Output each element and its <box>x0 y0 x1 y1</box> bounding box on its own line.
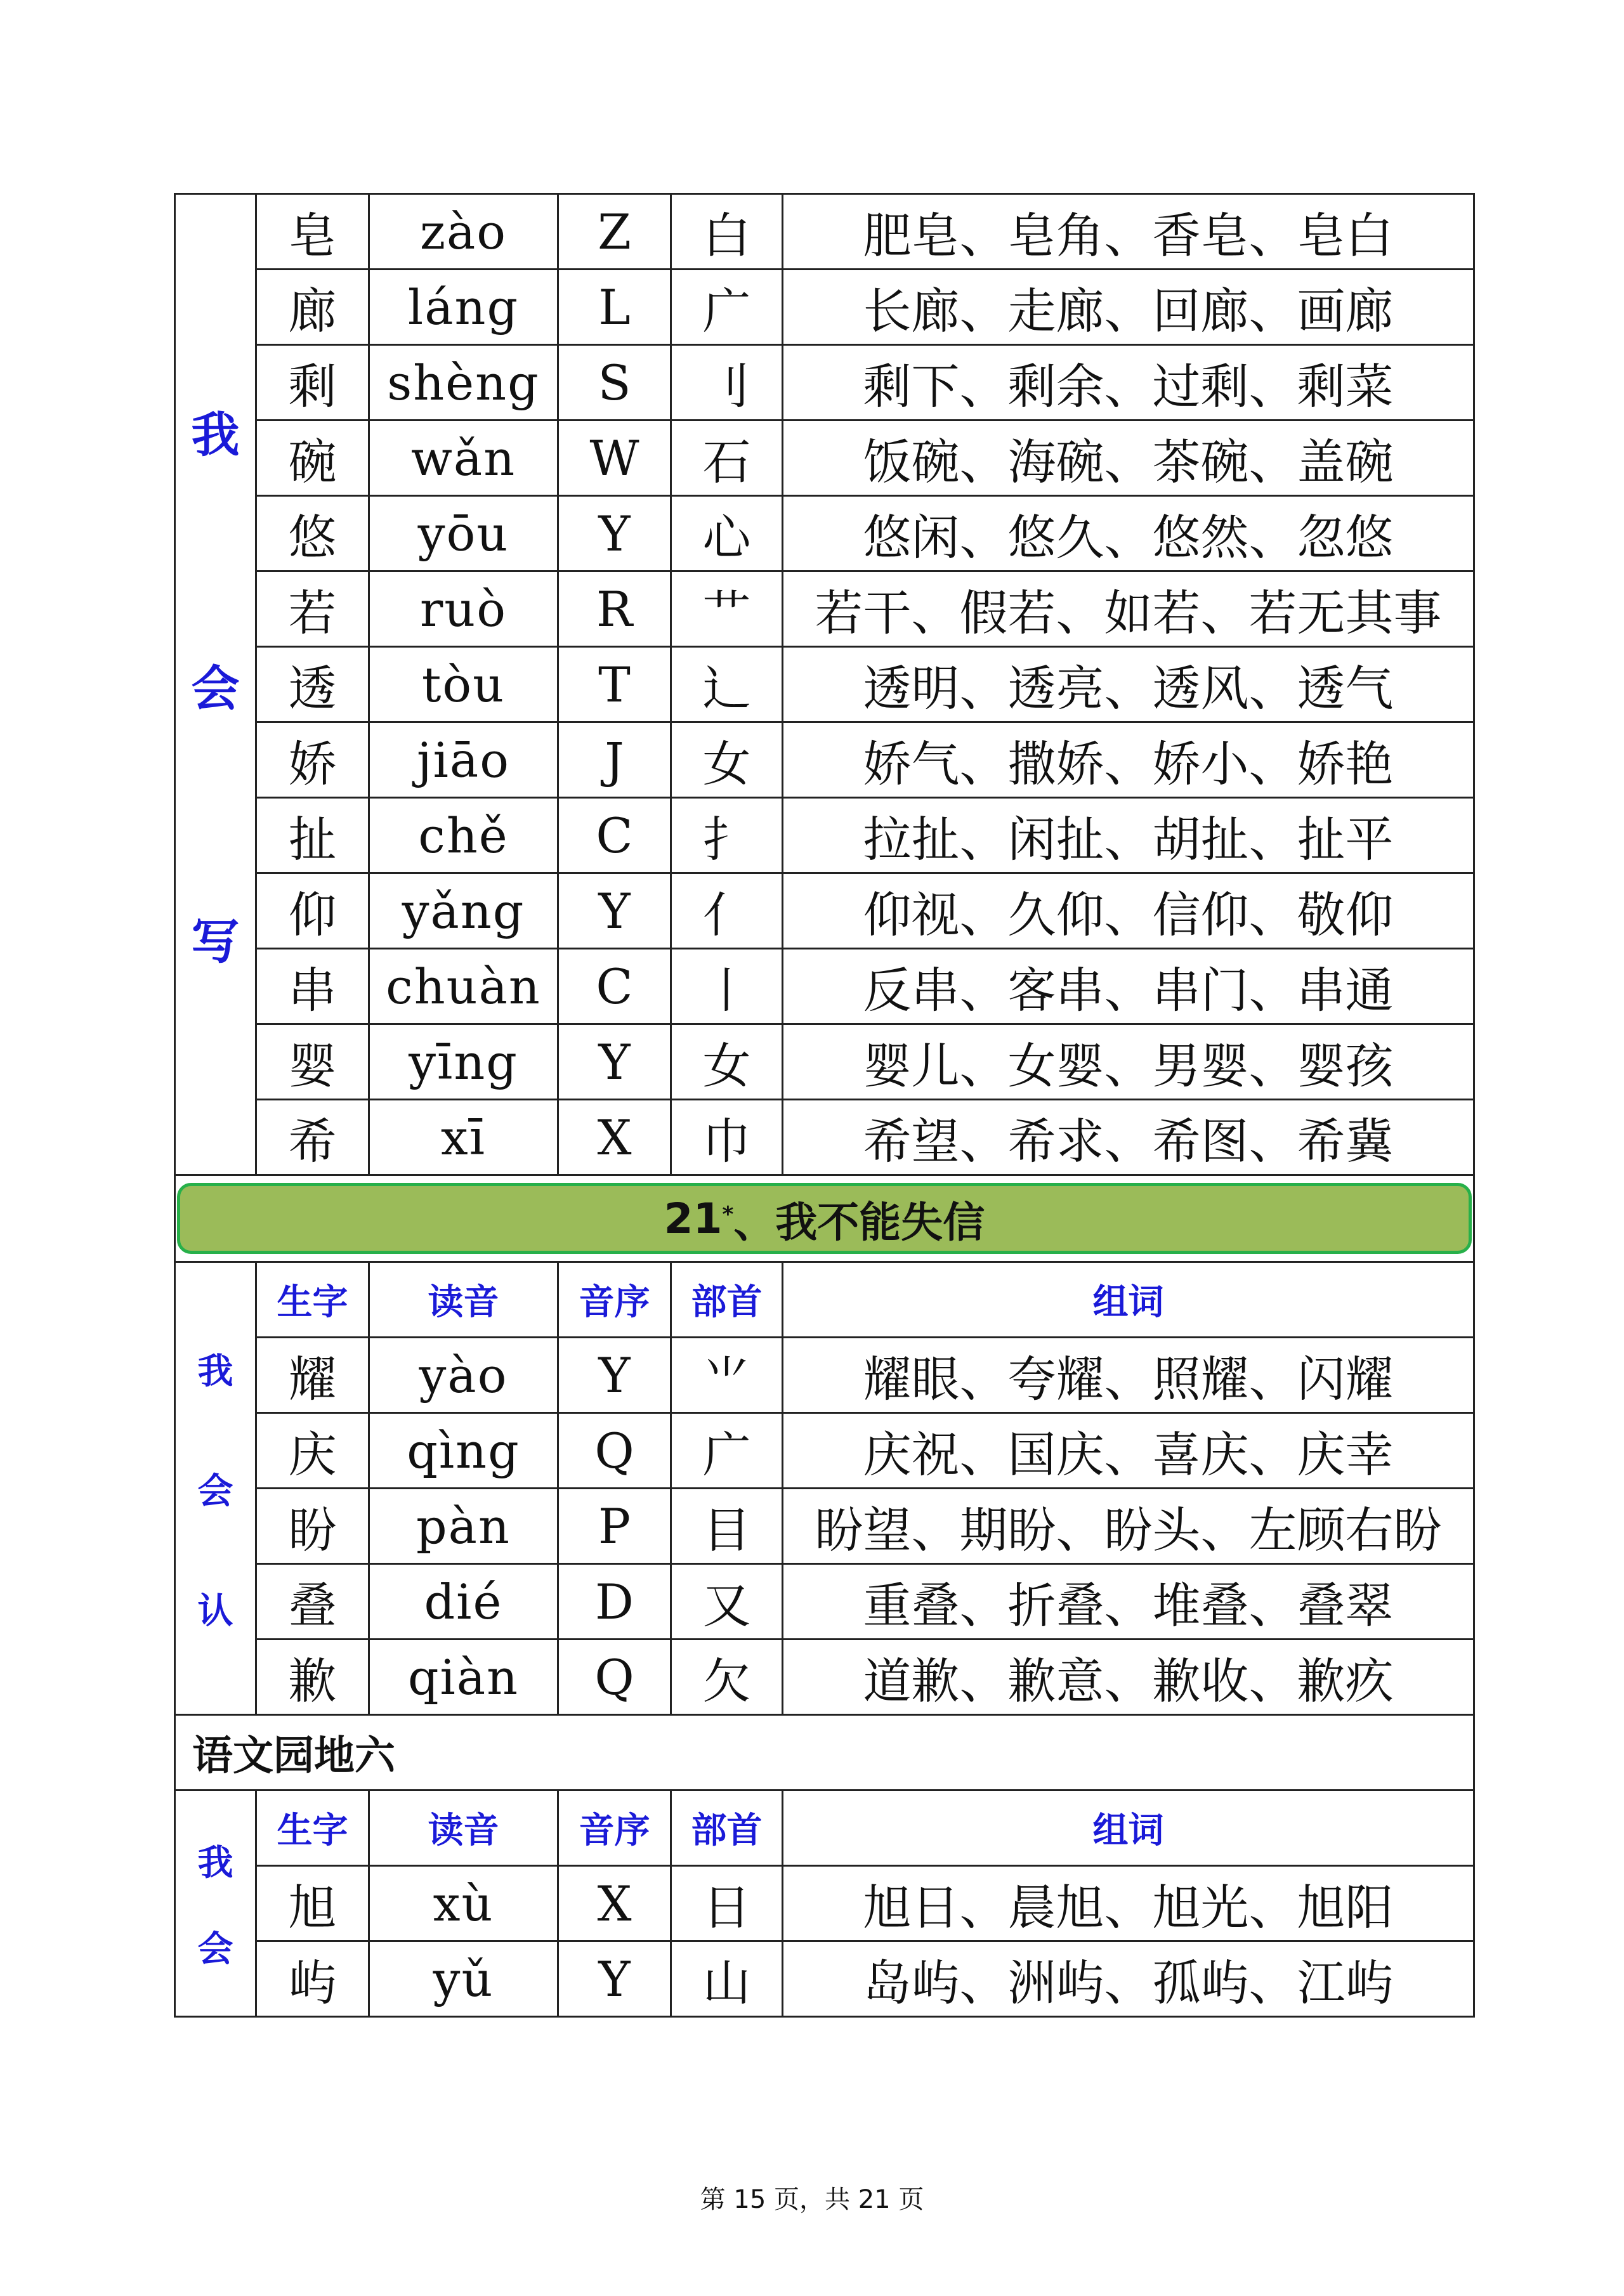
header-radical: 部首 <box>671 1262 783 1338</box>
table-row <box>175 345 1474 421</box>
radical-cell: 女 <box>671 722 783 798</box>
lesson-mark: * <box>722 1202 734 1227</box>
pinyin-cell: shèng <box>369 345 558 421</box>
pinyin-cell: xī <box>369 1100 558 1175</box>
section-title-row <box>175 1715 1474 1790</box>
letter-order-cell: Y <box>558 1941 671 2017</box>
word-group-cell: 仰视、久仰、信仰、敬仰 <box>783 873 1474 949</box>
radical-cell: 亻 <box>671 873 783 949</box>
table-row <box>175 1489 1474 1564</box>
letter-order-cell: L <box>558 270 671 345</box>
radical-cell: ⺌ <box>671 1338 783 1413</box>
character-cell: 仰 <box>256 873 369 949</box>
radical-cell: 又 <box>671 1564 783 1640</box>
pinyin-cell: dié <box>369 1564 558 1640</box>
character-cell: 皂 <box>256 194 369 270</box>
table-row <box>175 1100 1474 1175</box>
character-cell: 若 <box>256 571 369 647</box>
letter-order-cell: W <box>558 421 671 496</box>
lesson-title-banner <box>177 1183 1472 1254</box>
side-label-char: 我 <box>197 1843 233 1884</box>
pinyin-cell: chuàn <box>369 949 558 1024</box>
character-cell: 盼 <box>256 1489 369 1564</box>
character-cell: 叠 <box>256 1564 369 1640</box>
radical-cell: 山 <box>671 1941 783 2017</box>
header-pinyin: 读音 <box>369 1262 558 1338</box>
word-group-cell: 盼望、期盼、盼头、左顾右盼 <box>783 1489 1474 1564</box>
letter-order-cell: D <box>558 1564 671 1640</box>
letter-order-cell: C <box>558 798 671 873</box>
side-label-char: 会 <box>191 660 240 717</box>
header-words: 组词 <box>783 1262 1474 1338</box>
character-cell: 悠 <box>256 496 369 571</box>
word-group-cell: 岛屿、洲屿、孤屿、江屿 <box>783 1941 1474 2017</box>
table-row <box>175 1024 1474 1100</box>
table-row <box>175 1413 1474 1489</box>
side-label-char: 我 <box>197 1350 233 1392</box>
word-group-cell: 婴儿、女婴、男婴、婴孩 <box>783 1024 1474 1100</box>
letter-order-cell: P <box>558 1489 671 1564</box>
pinyin-cell: pàn <box>369 1489 558 1564</box>
word-group-cell: 反串、客串、串门、串通 <box>783 949 1474 1024</box>
pinyin-cell: zào <box>369 194 558 270</box>
side-label-char: 认 <box>197 1590 233 1632</box>
table-row <box>175 798 1474 873</box>
table-row <box>175 1338 1474 1413</box>
letter-order-cell: Y <box>558 1338 671 1413</box>
word-group-cell: 饭碗、海碗、茶碗、盖碗 <box>783 421 1474 496</box>
section-side-label <box>175 1790 256 2017</box>
section-side-label <box>175 194 256 1175</box>
letter-order-cell: Q <box>558 1640 671 1715</box>
radical-cell: 日 <box>671 1866 783 1941</box>
table-row <box>175 873 1474 949</box>
table-row <box>175 1941 1474 2017</box>
radical-cell: 白 <box>671 194 783 270</box>
pinyin-cell: láng <box>369 270 558 345</box>
section-side-label <box>175 1262 256 1715</box>
letter-order-cell: R <box>558 571 671 647</box>
table-row <box>175 647 1474 722</box>
lesson-banner-cell <box>175 1175 1474 1262</box>
header-row <box>175 1790 1474 1866</box>
word-group-cell: 拉扯、闲扯、胡扯、扯平 <box>783 798 1474 873</box>
pinyin-cell: ruò <box>369 571 558 647</box>
pinyin-cell: qiàn <box>369 1640 558 1715</box>
radical-cell: 刂 <box>671 345 783 421</box>
radical-cell: 广 <box>671 1413 783 1489</box>
table-row <box>175 571 1474 647</box>
pinyin-cell: yīng <box>369 1024 558 1100</box>
word-group-cell: 重叠、折叠、堆叠、叠翠 <box>783 1564 1474 1640</box>
radical-cell: 广 <box>671 270 783 345</box>
table-row <box>175 1564 1474 1640</box>
word-group-cell: 长廊、走廊、回廊、画廊 <box>783 270 1474 345</box>
character-cell: 希 <box>256 1100 369 1175</box>
pinyin-cell: yào <box>369 1338 558 1413</box>
letter-order-cell: Y <box>558 496 671 571</box>
header-order: 音序 <box>558 1790 671 1866</box>
vocabulary-table <box>174 193 1475 2018</box>
word-group-cell: 庆祝、国庆、喜庆、庆幸 <box>783 1413 1474 1489</box>
character-cell: 婴 <box>256 1024 369 1100</box>
word-group-cell: 旭日、晨旭、旭光、旭阳 <box>783 1866 1474 1941</box>
character-cell: 旭 <box>256 1866 369 1941</box>
table-row <box>175 496 1474 571</box>
header-pinyin: 读音 <box>369 1790 558 1866</box>
pinyin-cell: xù <box>369 1866 558 1941</box>
letter-order-cell: T <box>558 647 671 722</box>
table-row <box>175 722 1474 798</box>
character-cell: 歉 <box>256 1640 369 1715</box>
character-cell: 耀 <box>256 1338 369 1413</box>
pinyin-cell: jiāo <box>369 722 558 798</box>
word-group-cell: 悠闲、悠久、悠然、忽悠 <box>783 496 1474 571</box>
character-cell: 娇 <box>256 722 369 798</box>
word-group-cell: 剩下、剩余、过剩、剩菜 <box>783 345 1474 421</box>
character-cell: 廊 <box>256 270 369 345</box>
letter-order-cell: C <box>558 949 671 1024</box>
radical-cell: 扌 <box>671 798 783 873</box>
word-group-cell: 娇气、撒娇、娇小、娇艳 <box>783 722 1474 798</box>
pinyin-cell: yǎng <box>369 873 558 949</box>
header-radical: 部首 <box>671 1790 783 1866</box>
radical-cell: 石 <box>671 421 783 496</box>
pinyin-cell: yǔ <box>369 1941 558 2017</box>
word-group-cell: 道歉、歉意、歉收、歉疚 <box>783 1640 1474 1715</box>
header-row <box>175 1262 1474 1338</box>
table-row <box>175 421 1474 496</box>
lesson-title: 、我不能失信 <box>733 1197 985 1247</box>
letter-order-cell: Y <box>558 1024 671 1100</box>
radical-cell: 女 <box>671 1024 783 1100</box>
character-cell: 剩 <box>256 345 369 421</box>
table-row <box>175 270 1474 345</box>
pinyin-cell: yōu <box>369 496 558 571</box>
letter-order-cell: S <box>558 345 671 421</box>
word-group-cell: 透明、透亮、透风、透气 <box>783 647 1474 722</box>
table-row <box>175 1866 1474 1941</box>
radical-cell: 丨 <box>671 949 783 1024</box>
header-char: 生字 <box>256 1262 369 1338</box>
word-group-cell: 若干、假若、如若、若无其事 <box>783 571 1474 647</box>
lesson-number: 21 <box>664 1194 723 1243</box>
table-row <box>175 949 1474 1024</box>
radical-cell: 欠 <box>671 1640 783 1715</box>
radical-cell: 巾 <box>671 1100 783 1175</box>
letter-order-cell: Q <box>558 1413 671 1489</box>
section-title: 语文园地六 <box>175 1715 1474 1790</box>
header-words: 组词 <box>783 1790 1474 1866</box>
side-label-char: 会 <box>197 1470 233 1512</box>
character-cell: 串 <box>256 949 369 1024</box>
side-label-char: 会 <box>197 1929 233 1970</box>
character-cell: 扯 <box>256 798 369 873</box>
radical-cell: 艹 <box>671 571 783 647</box>
pinyin-cell: qìng <box>369 1413 558 1489</box>
word-group-cell: 希望、希求、希图、希冀 <box>783 1100 1474 1175</box>
side-label-char: 写 <box>191 913 240 970</box>
letter-order-cell: J <box>558 722 671 798</box>
radical-cell: 目 <box>671 1489 783 1564</box>
table-row <box>175 194 1474 270</box>
letter-order-cell: X <box>558 1100 671 1175</box>
pinyin-cell: tòu <box>369 647 558 722</box>
character-cell: 碗 <box>256 421 369 496</box>
letter-order-cell: Z <box>558 194 671 270</box>
character-cell: 透 <box>256 647 369 722</box>
word-group-cell: 耀眼、夸耀、照耀、闪耀 <box>783 1338 1474 1413</box>
header-char: 生字 <box>256 1790 369 1866</box>
table-row <box>175 1640 1474 1715</box>
radical-cell: 心 <box>671 496 783 571</box>
letter-order-cell: Y <box>558 873 671 949</box>
lesson-banner-row <box>175 1175 1474 1262</box>
word-group-cell: 肥皂、皂角、香皂、皂白 <box>783 194 1474 270</box>
character-cell: 屿 <box>256 1941 369 2017</box>
pinyin-cell: wǎn <box>369 421 558 496</box>
letter-order-cell: X <box>558 1866 671 1941</box>
pinyin-cell: chě <box>369 798 558 873</box>
page-footer: 第 15 页，共 21 页 <box>700 2185 924 2214</box>
side-label-char: 我 <box>191 407 240 464</box>
character-cell: 庆 <box>256 1413 369 1489</box>
radical-cell: 辶 <box>671 647 783 722</box>
header-order: 音序 <box>558 1262 671 1338</box>
